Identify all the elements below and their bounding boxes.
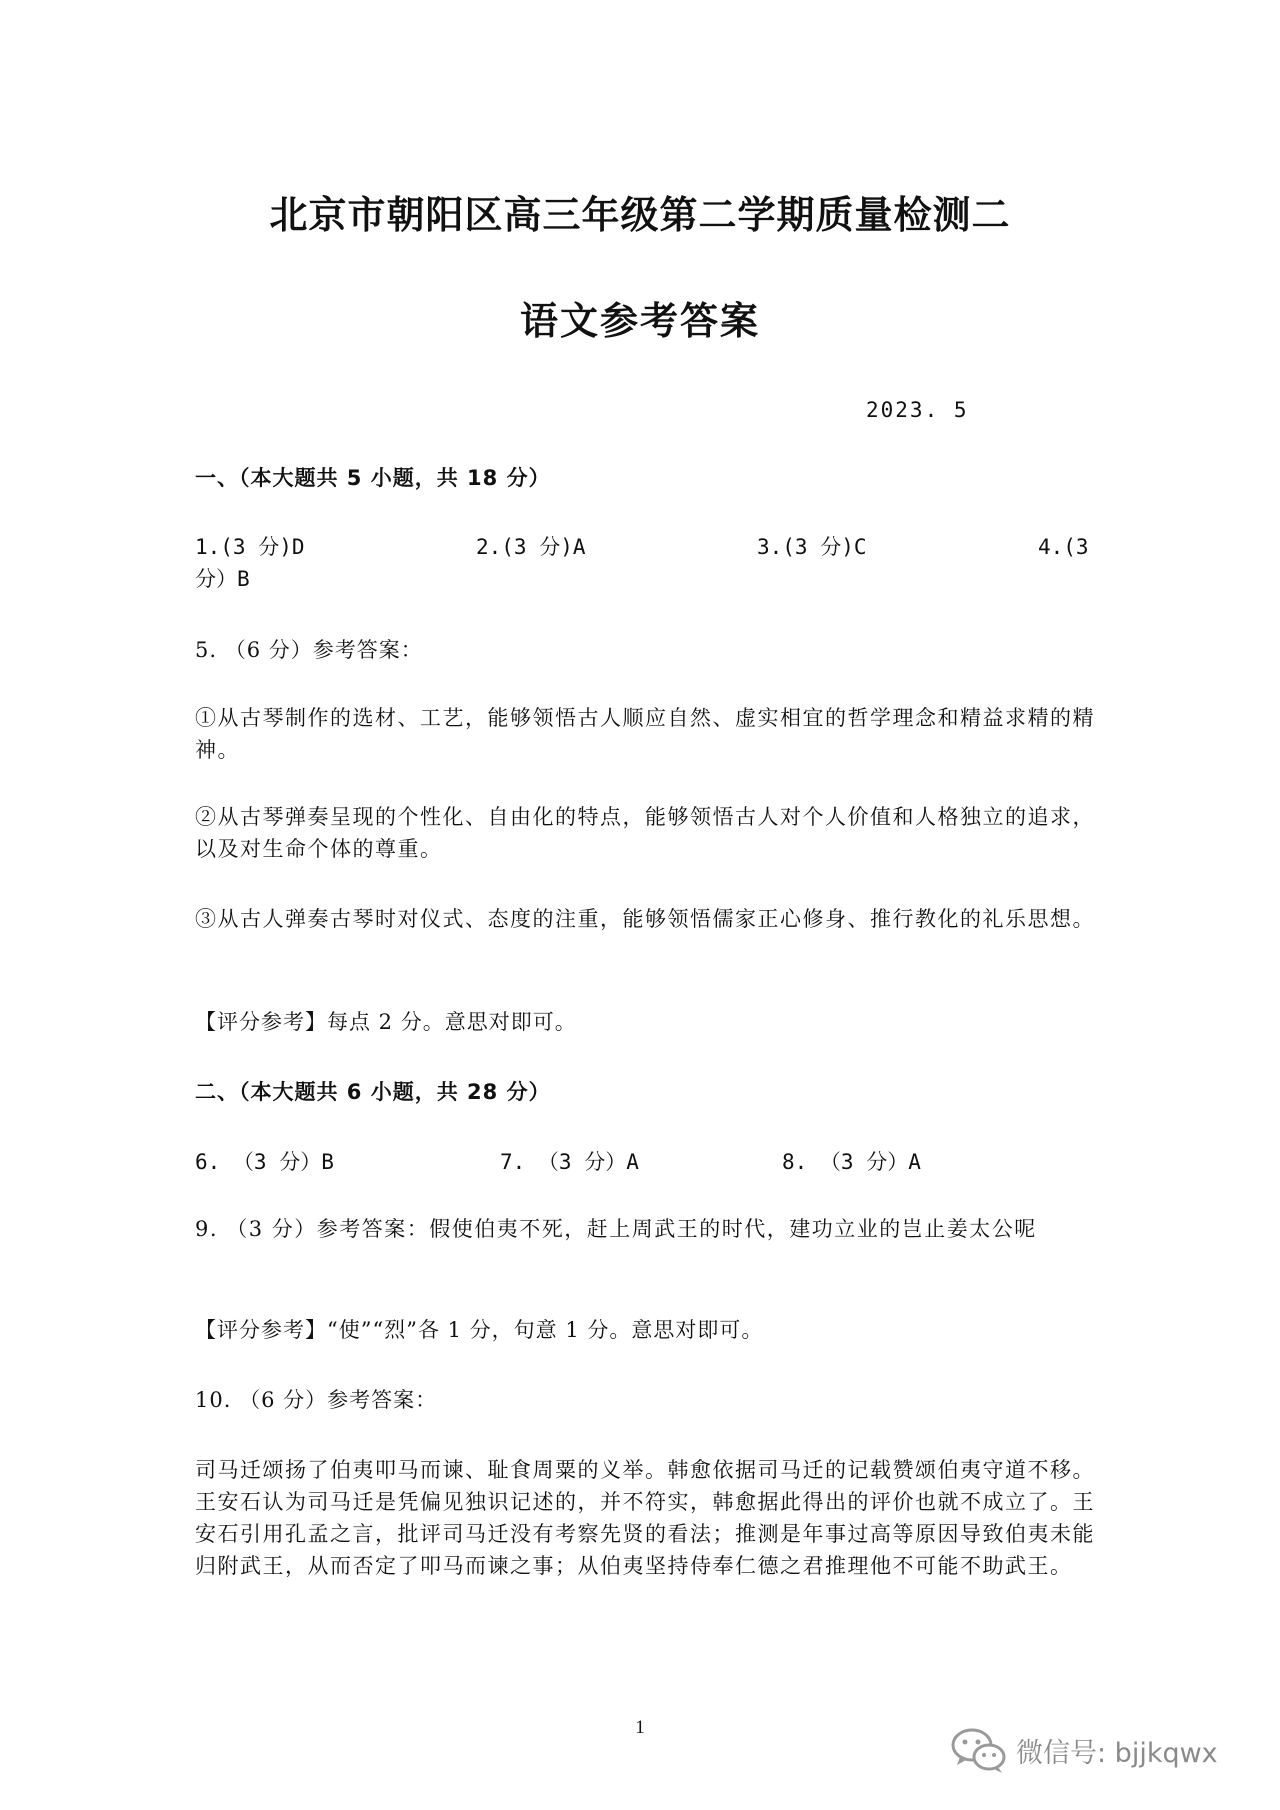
wechat-icon bbox=[950, 1726, 1008, 1774]
page-number: 1 bbox=[635, 1717, 645, 1738]
document-title: 北京市朝阳区高三年级第二学期质量检测二 bbox=[269, 193, 1011, 237]
answer-q3: 3.(3 分)C bbox=[757, 535, 867, 559]
document-subtitle: 语文参考答案 bbox=[519, 299, 760, 343]
watermark-text: 微信号: bjjkqwx bbox=[1016, 1737, 1218, 1769]
q5-point-2: ②从古琴弹奏呈现的个性化、自由化的特点，能够领悟古人对个人价值和人格独立的追求，以及对生命个体的尊重。 bbox=[195, 805, 1095, 861]
q5-scoring: 【评分参考】每点 2 分。意思对即可。 bbox=[195, 1010, 577, 1034]
document-date: 2023. 5 bbox=[866, 398, 969, 422]
watermark bbox=[950, 1726, 1218, 1774]
q9-scoring: 【评分参考】“使”“烈”各 1 分，句意 1 分。意思对即可。 bbox=[195, 1318, 764, 1342]
section2-heading: 二、（本大题共 6 小题，共 28 分） bbox=[195, 1080, 551, 1104]
answer-q7: 7. （3 分）A bbox=[500, 1150, 639, 1174]
answer-q6: 6. （3 分）B bbox=[195, 1150, 334, 1174]
answer-q8: 8. （3 分）A bbox=[782, 1150, 921, 1174]
q5-heading: 5. （6 分）参考答案： bbox=[195, 638, 423, 662]
section1-heading: 一、（本大题共 5 小题，共 18 分） bbox=[195, 466, 551, 490]
q5-point-1: ①从古琴制作的选材、工艺，能够领悟古人顺应自然、虚实相宜的哲学理念和精益求精的精神。 bbox=[195, 706, 1095, 762]
answer-q4-part1: 4.(3 bbox=[1038, 535, 1089, 559]
q10-answer: 司马迁颂扬了伯夷叩马而谏、耻食周粟的义举。韩愈依据司马迁的记载赞颂伯夷守道不移。王安石认为司马迁是凭偏见独识记述的，并不符实，韩愈据此得出的评价也就不成立了。王安石引用孔孟之言，批评司马迁没有考察先贤的看法；推测是年事过高等原因导致伯夷未能归附武王，从而否定了叩马而谏之事；从伯夷坚持侍奉仁德之君推理他不可能不助武王。 bbox=[195, 1458, 1095, 1578]
answer-q1: 1.(3 分)D bbox=[195, 535, 305, 559]
answer-q4-part2: 分）B bbox=[195, 567, 250, 591]
q5-point-3: ③从古人弹奏古琴时对仪式、态度的注重，能够领悟儒家正心修身、推行教化的礼乐思想。 bbox=[195, 907, 1095, 931]
q10-heading: 10. （6 分）参考答案： bbox=[195, 1388, 438, 1412]
answer-q2: 2.(3 分)A bbox=[476, 535, 586, 559]
q9-answer: 9. （3 分）参考答案：假使伯夷不死，赶上周武王的时代，建功立业的岂止姜太公呢 bbox=[195, 1217, 1037, 1241]
